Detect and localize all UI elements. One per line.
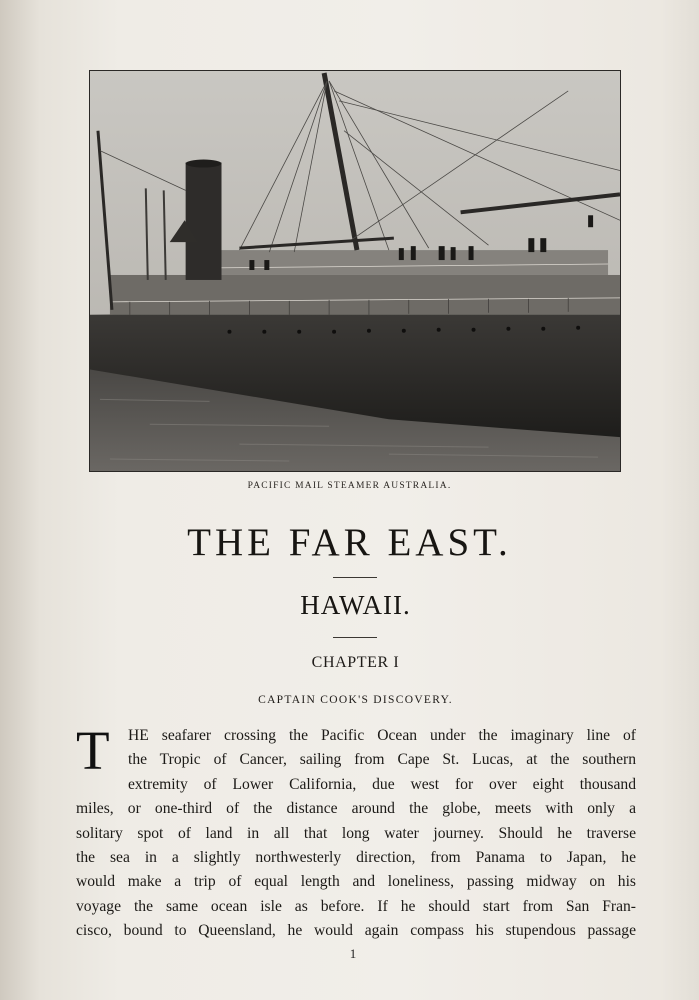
- title-rule: [333, 577, 377, 578]
- text-line: solitary spot of land in all that long water journey. Should he traverse: [76, 824, 636, 842]
- text-line: the sea in a slightly northwesterly direction, from Panama to Japan, he: [76, 848, 636, 866]
- book-title: THE FAR EAST.: [187, 521, 512, 564]
- text-line: HE seafarer crossing the Pacific Ocean under the imaginary line of: [128, 727, 636, 744]
- chapter-title: CAPTAIN COOK'S DISCOVERY.: [258, 694, 453, 706]
- page-number: 1: [349, 946, 357, 961]
- chapter-number: CHAPTER I: [311, 654, 400, 671]
- section-rule: [333, 637, 377, 638]
- plate-caption: PACIFIC MAIL STEAMER AUSTRALIA.: [247, 481, 452, 491]
- text-line: miles, or one-third of the distance around the globe, meets with only a: [76, 800, 636, 818]
- text-line: extremity of Lower California, due west for over eight thousand: [128, 775, 636, 793]
- steamer-photograph: [89, 70, 621, 472]
- text-line: would make a trip of equal length and loneliness, passing midway on his: [76, 873, 636, 891]
- text-line: cisco, bound to Queensland, he would again compass his stupendous passage: [76, 922, 636, 940]
- text-line: the Tropic of Cancer, sailing from Cape St. Lucas, at the southern: [128, 751, 636, 769]
- text-line: voyage the same ocean isle as before. If he should start from San Fran-: [76, 897, 636, 915]
- section-title: HAWAII.: [300, 590, 411, 620]
- body-paragraph: [76, 720, 636, 944]
- steamer-image: [90, 71, 620, 471]
- drop-cap: T: [76, 720, 110, 781]
